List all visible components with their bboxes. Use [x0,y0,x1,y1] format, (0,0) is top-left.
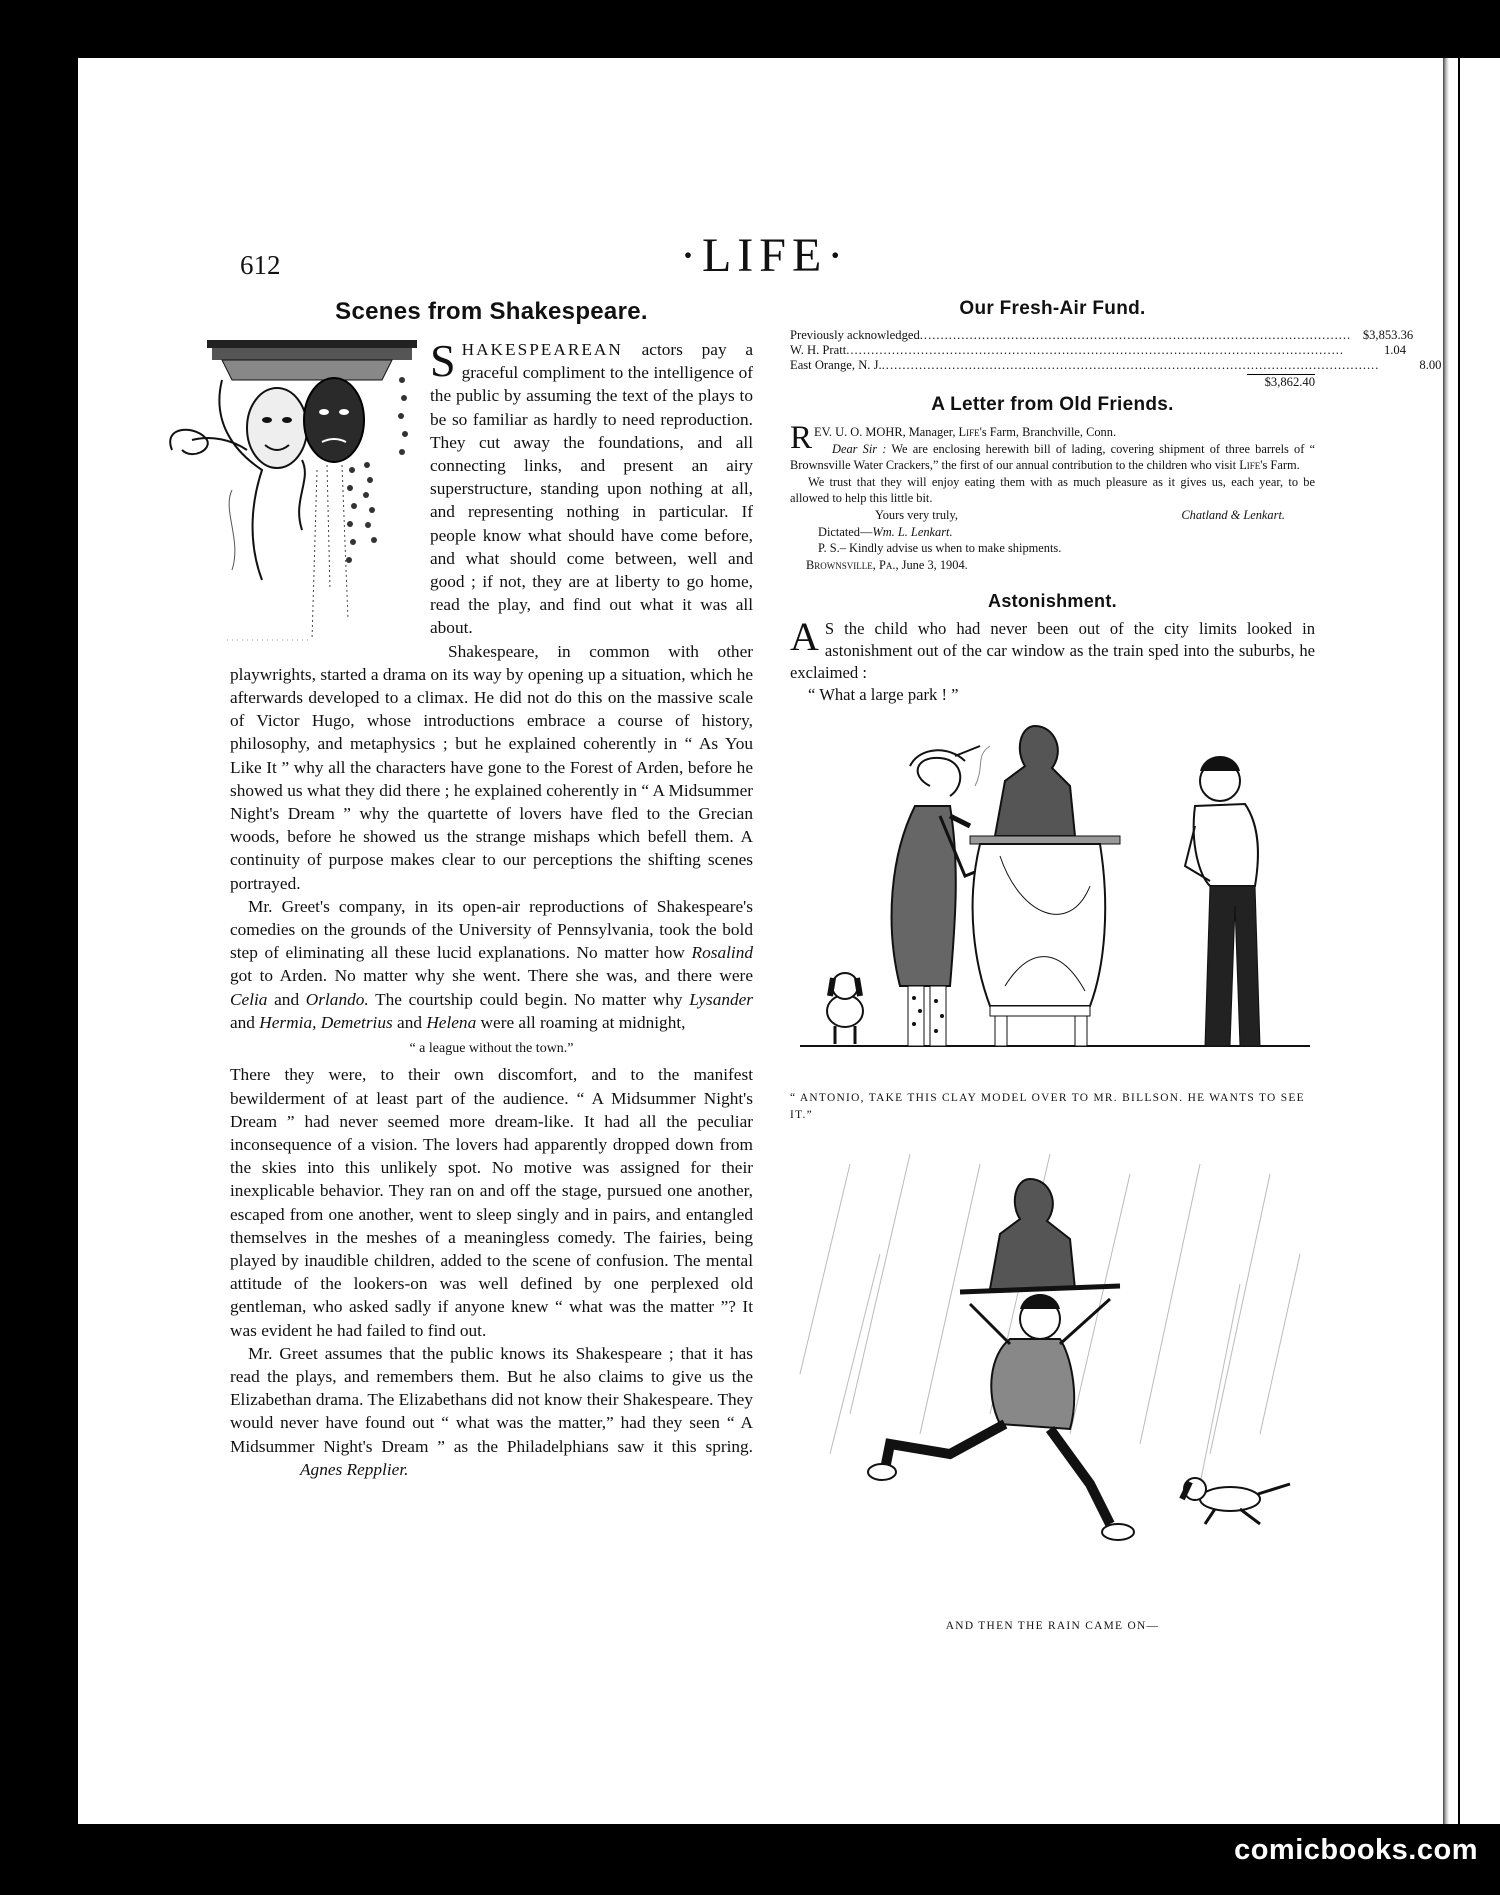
article-paragraph-2: Shakespeare, in common with other playwrights, started a drama on its way by opening up a situation, which he afterwards developed to a climax. He did not do this on the massive scale of Victor Hugo, whose introductions embrace a course of history, philosophy, and metaphysics ; but he explained coherently in “ As You Like It ” why all the characters have gone to the Forest of Arden, before he showed us what they did there ; he explained coherently in “ A Midsummer Night's Dream ” why the quartette of lovers have fled to the Grecian woods, before he showed us the strange mishaps which befell them. A continuity of purpose makes clear to our perceptions the shifting scenes portrayed. [230,641,753,893]
p3-text-b: got to Arden. No matter why she went. There she was, and there were [230,966,753,986]
astonishment-title: Astonishment. [988,591,1117,612]
letter-dateline [790,557,1315,574]
place-smallcaps-2: a [885,557,893,572]
dictated-name: Wm. L. Lenkart. [872,524,953,539]
leader-dots: ........................................................................................................................ [881,358,1380,372]
place-rest: , P [872,557,886,572]
p3-text-e: and [230,1012,260,1032]
article-paragraph-4: There they were, to their own discomfort, and to the manifest bewilderment of at least part of the audience. “ A Midsummer Night's Dream ” had never seemed more dream-like. It had all the peculiar inconsequence of a vision. The lovers had apparently dropped down from the skies into this unlikely spot. No motive was assigned for their inexplicable behavior. They ran on and off the stage, pursued one another, escaped from one another, went to sleep singly and in pairs, and entangled themselves in the meshes of a meaningless comedy. The fairies, being played by inaudible children, added to the scene of confusion. The mental attitude of the lookers-on was well defined by one perplexed old gentleman, who asked sadly if anyone knew “ what was the matter ”? It was evident he had failed to find out. [230,1065,753,1340]
name-lysander: Lysander [689,989,754,1009]
letter-closing-line [790,507,1315,524]
closing: Yours very truly, [875,507,958,522]
astonishment-paragraph [790,614,1315,684]
astonishment-text: S the child who had never been out of the city limits looked in astonishment out of the car window as the train sped into the suburbs, he exclaimed : [790,619,1315,683]
letter-date: ., June 3, 1904. [892,557,968,572]
fund-row-label: W. H. Pratt [790,343,847,357]
name-hermia-demetrius: Hermia, Demetrius [259,1012,393,1032]
page-number: 612 [240,250,281,280]
shakespeare-article-body [230,335,754,1481]
p3-text-g: were all roaming at midnight, [476,1012,686,1032]
next-page-edge [1460,58,1500,1824]
name-orlando: Orlando. [305,989,369,1009]
fund-row [790,328,1414,343]
caption-rain: AND THEN THE RAIN CAME ON— [945,1620,1160,1633]
name-rosalind: Rosalind [691,943,753,963]
p3-text-a: Mr. Greet's company, in its open-air reproductions of Shakespeare's comedies on the grounds of the University of Pennsylvania, took the bold step of eliminating all these lucid explanations. No matter how [230,896,753,963]
letter-body-end: 's Farm. [1260,458,1300,473]
fund-row-amount: 1.04 [1383,343,1407,357]
article-paragraph-3 [230,895,753,1034]
fund-row-label: Previously acknowledged [790,328,920,342]
fund-table [790,328,1442,390]
name-celia: Celia [230,989,268,1009]
paragraph-1-text: actors pay a graceful compliment to the intelligence of the public by assuming the text of the plays to be so familiar as hardly to need reproduction. They cut away the foundations, and all connecting links, and present an airy superstructure, standing upon nothing at all, and representing nothing in particular. If people know what should have come before, and what should come between, well and good ; if not, they are at liberty to go home, read the play, and find out what it was all about. [430,340,753,638]
dictated-prefix: Dictated— [818,524,873,539]
letter-body [790,420,1315,573]
astonishment-body [790,614,1315,706]
leader-dots: ........................................................................................................ [919,328,1352,342]
caption-clay-model: “ ANTONIO, TAKE THIS CLAY MODEL OVER TO MR. BILLSON. HE WANTS TO SEE IT.” [790,1092,1305,1122]
fund-title: Our Fresh-Air Fund. [959,298,1146,319]
theatre-masks-illustration [152,340,422,656]
astonishment-quote: “ What a large park ! ” [808,685,959,705]
place-smallcaps: Brownsville [806,557,873,572]
leader-dots: ........................................................................................................................ [846,343,1345,357]
left-column [230,298,753,1481]
drop-cap-s: S [430,335,456,386]
fund-total: $3,862.40 [1247,374,1315,390]
watermark: comicbooks.com [1234,1834,1478,1866]
page-spine [1443,58,1449,1824]
name-helena: Helena [426,1012,477,1032]
drop-cap-a: A [790,614,819,660]
article-title-shakespeare: Scenes from Shakespeare. [335,298,648,325]
letter-dictated [790,524,1315,541]
p3-text-d: The courtship could begin. No matter why [368,989,690,1009]
letter-paragraph-1 [790,441,1315,474]
letter-body-1: We are enclosing herewith bill of lading, covering shipment of three barrels of “ Brownsville Water Crackers,” the first of our annual contribution to the children who visit L [790,441,1315,473]
league-quote: “ a league without the town.” [409,1041,574,1057]
right-column [790,298,1442,1635]
opening-words: HAKESPEAREAN [461,340,623,359]
addressee-smallcaps: ife [966,425,980,439]
fund-row-amount: 8.00 [1419,358,1442,372]
letter-body-smallcaps: ife [1246,458,1261,473]
article-paragraph-5 [230,1342,753,1481]
p5-text: Mr. Greet assumes that the public knows its Shakespeare ; that it has read the plays, and remembers them. But he also claims to give us the Elizabethan drama. The Elizabethans did not know their Shakespeare. They would never have found out “ what was the matter,” had they seen “ A Midsummer Night's Dream ” as the Philadelphians saw it this spring. [230,1343,753,1456]
drop-cap-r: R [790,420,813,456]
letter-signature: Chatland & Lenkart. [1181,507,1285,522]
cartoon-clay-model [790,706,1315,1086]
addressee-text: EV. U. O. MOHR, Manager, L [814,425,967,439]
p3-text-f: and [392,1012,427,1032]
author-signature: Agnes Repplier. [300,1459,409,1479]
fund-row-label: East Orange, N. J. [790,358,882,372]
salutation: Dear Sir : [832,441,887,456]
letter-title: A Letter from Old Friends. [931,394,1174,415]
fund-row [790,358,1442,373]
cartoon-rain [790,1154,1315,1614]
fund-row [790,343,1407,358]
fund-row-amount: $3,853.36 [1362,328,1414,342]
letter-postscript: P. S.– Kindly advise us when to make shipments. [818,541,1062,556]
masthead-life: ·LIFE· [680,229,850,282]
p3-text-c: and [267,989,306,1009]
letter-paragraph-2: We trust that they will enjoy eating them with as much pleasure as it gives us, each year, to be allowed to help this little bit. [790,474,1315,506]
addressee-end: 's Farm, Branchville, Conn. [979,425,1117,439]
